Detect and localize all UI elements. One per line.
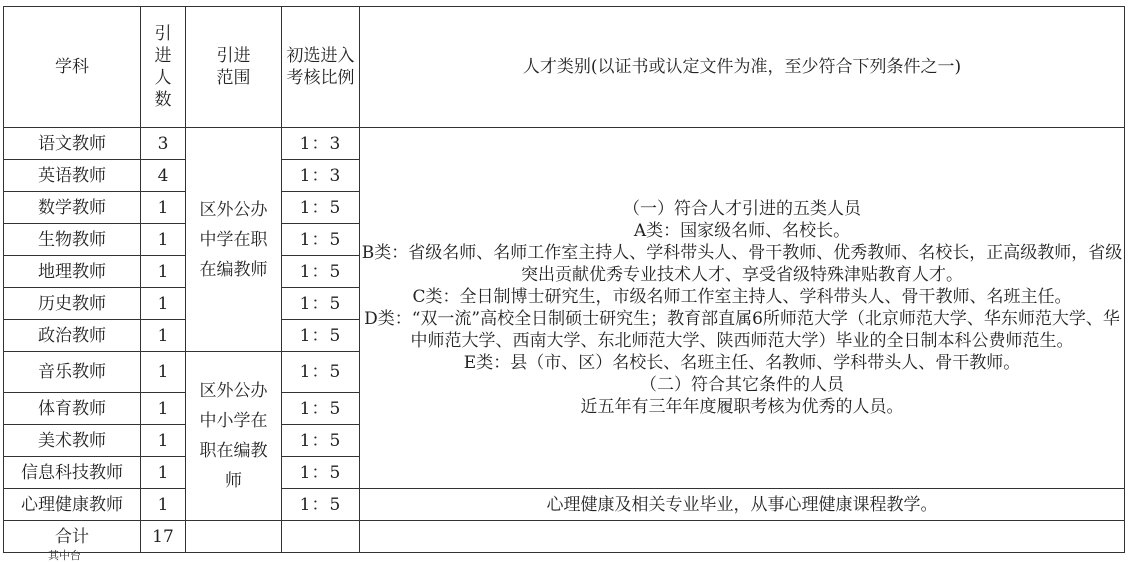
ratio-cell: 1：5 bbox=[282, 352, 360, 393]
subject-cell: 体育教师 bbox=[4, 393, 141, 425]
ratio-cell: 1：5 bbox=[282, 393, 360, 425]
count-cell: 1 bbox=[141, 320, 186, 352]
count-cell: 1 bbox=[141, 352, 186, 393]
count-cell: 1 bbox=[141, 457, 186, 489]
header-row bbox=[4, 7, 1125, 128]
scope-cell-primary-middle bbox=[186, 352, 282, 521]
table-row bbox=[4, 128, 1125, 160]
talent-recruitment-table bbox=[3, 6, 1125, 553]
header-count-text: 引进人数 bbox=[154, 24, 172, 110]
subject-cell: 信息科技教师 bbox=[4, 457, 141, 489]
total-row bbox=[4, 521, 1125, 553]
subject-cell: 语文教师 bbox=[4, 128, 141, 160]
ratio-cell: 1：5 bbox=[282, 320, 360, 352]
category-line: （二）符合其它条件的人员 bbox=[640, 375, 844, 395]
total-empty-cell bbox=[282, 521, 360, 553]
scope-cell-middle bbox=[186, 128, 282, 352]
footer-fragment: 其中台 bbox=[48, 549, 81, 562]
category-line: 近五年有三年年度履职考核为优秀的人员。 bbox=[580, 397, 904, 417]
header-ratio bbox=[282, 7, 360, 128]
category-line: （一）符合人才引进的五类人员 bbox=[623, 199, 861, 219]
ratio-cell: 1：5 bbox=[282, 224, 360, 256]
header-scope-text: 引进范围 bbox=[216, 46, 251, 88]
subject-cell: 数学教师 bbox=[4, 192, 141, 224]
header-count bbox=[141, 7, 186, 128]
count-cell: 1 bbox=[141, 192, 186, 224]
count-cell: 1 bbox=[141, 224, 186, 256]
category-line: B类：省级名师、名师工作室主持人、学科带头人、骨干教师、优秀教师、名校长，正高级教师，省级突出贡献优秀专业技术人才、享受省级特殊津贴教育人才。 bbox=[361, 243, 1123, 285]
subject-cell: 英语教师 bbox=[4, 160, 141, 192]
ratio-cell: 1：5 bbox=[282, 425, 360, 457]
total-value: 17 bbox=[141, 521, 186, 553]
ratio-cell: 1：5 bbox=[282, 288, 360, 320]
count-cell: 1 bbox=[141, 425, 186, 457]
header-category: 人才类别(以证书或认定文件为准，至少符合下列条件之一) bbox=[360, 7, 1125, 128]
total-label: 合计 bbox=[4, 521, 141, 553]
table-row bbox=[4, 489, 1125, 521]
ratio-cell: 1：5 bbox=[282, 256, 360, 288]
header-scope bbox=[186, 7, 282, 128]
subject-cell: 地理教师 bbox=[4, 256, 141, 288]
category-line: C类：全日制博士研究生，市级名师工作室主持人、学科带头人、骨干教师、名班主任。 bbox=[412, 287, 1072, 307]
psych-category-cell: 心理健康及相关专业毕业，从事心理健康课程教学。 bbox=[360, 489, 1125, 521]
category-line: E类：县（市、区）名校长、名班主任、名教师、学科带头人、骨干教师。 bbox=[463, 353, 1021, 373]
ratio-cell: 1：5 bbox=[282, 192, 360, 224]
ratio-cell: 1：5 bbox=[282, 489, 360, 521]
scope-text-middle: 区外公办中学在职在编教师 bbox=[199, 199, 268, 280]
count-cell: 1 bbox=[141, 256, 186, 288]
subject-cell: 生物教师 bbox=[4, 224, 141, 256]
category-cell bbox=[360, 128, 1125, 489]
header-ratio-text: 初选进入考核比例 bbox=[286, 46, 355, 88]
total-empty-cell bbox=[360, 521, 1125, 553]
subject-cell: 美术教师 bbox=[4, 425, 141, 457]
count-cell: 1 bbox=[141, 288, 186, 320]
category-line: D类：“双一流”高校全日制硕士研究生；教育部直属6所师范大学（北京师范大学、华东师范大学、华中师范大学、西南大学、东北师范大学、陕西师范大学）毕业的全日制本科公费师范生。 bbox=[364, 309, 1120, 351]
count-cell: 4 bbox=[141, 160, 186, 192]
category-line: A类：国家级名师、名校长。 bbox=[633, 221, 851, 241]
count-cell: 1 bbox=[141, 489, 186, 521]
subject-cell: 心理健康教师 bbox=[4, 489, 141, 521]
total-empty-cell bbox=[186, 521, 282, 553]
subject-cell: 音乐教师 bbox=[4, 352, 141, 393]
subject-cell: 历史教师 bbox=[4, 288, 141, 320]
count-cell: 1 bbox=[141, 393, 186, 425]
ratio-cell: 1：3 bbox=[282, 128, 360, 160]
header-subject: 学科 bbox=[4, 7, 141, 128]
count-cell: 3 bbox=[141, 128, 186, 160]
scope-text-primary-middle: 区外公办中小学在职在编教师 bbox=[199, 381, 268, 491]
ratio-cell: 1：3 bbox=[282, 160, 360, 192]
ratio-cell: 1：5 bbox=[282, 457, 360, 489]
subject-cell: 政治教师 bbox=[4, 320, 141, 352]
